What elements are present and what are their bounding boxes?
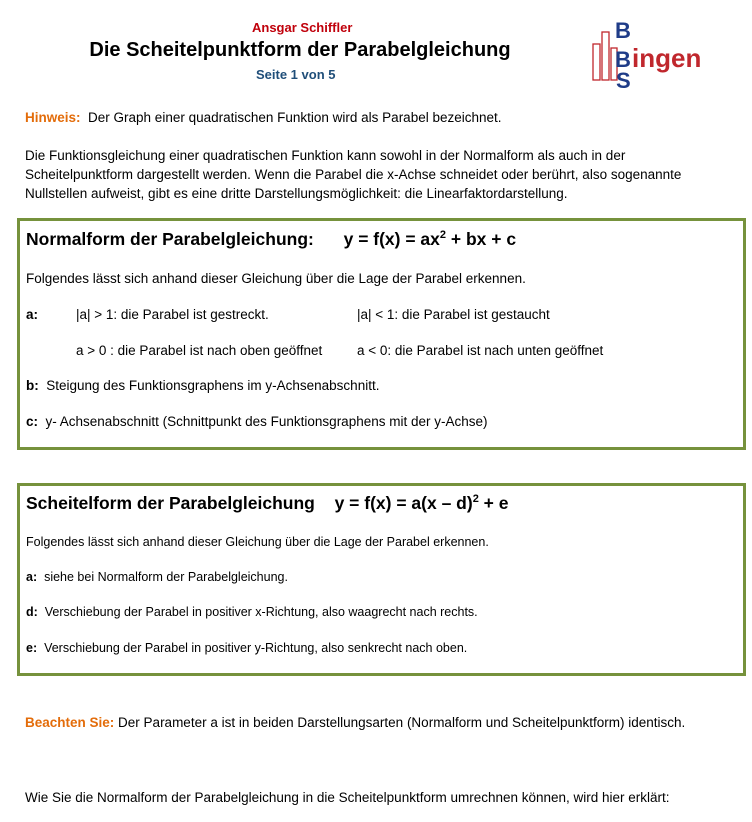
page-number: Seite 1 von 5 (256, 67, 336, 82)
note-text: Der Parameter a ist in beiden Darstellungsarten (Normalform und Scheitelpunktform) identisch. (118, 715, 686, 730)
param-c-line: c: y- Achsenabschnitt (Schnittpunkt des Funktionsgraphens mit der y-Achse) (26, 414, 488, 429)
hint-text: Der Graph einer quadratischen Funktion wird als Parabel bezeichnet. (88, 110, 502, 125)
param-d-line: d: Verschiebung der Parabel in positiver x-Richtung, also waagrecht nach rechts. (26, 605, 478, 619)
note-label: Beachten Sie: (25, 715, 115, 730)
page-title: Die Scheitelpunktform der Parabelgleichung (89, 39, 511, 61)
param-b-line: b: Steigung des Funktionsgraphens im y-Achsenabschnitt. (26, 378, 380, 393)
hint-label: Hinweis: (25, 110, 81, 125)
param-a-open-up: a > 0 : die Parabel ist nach oben geöffnet (76, 343, 323, 358)
normalform-formula: $y = f(x) = ax^2$ + bx + c (343, 229, 517, 249)
hint-paragraph (25, 108, 730, 127)
intro-paragraph: Die Funktionsgleichung einer quadratischen Funktion kann sowohl in der Normalform als auch in der Scheitelpunktform dargestellt werden. Wenn die Parabel die x-Achse schneidet oder berührt, also sogenannte Nullstellen aufweist, gibt es eine dritte Darstellungsmöglichkeit: die Linearfaktordarstellung. (25, 148, 682, 201)
logo-letter: B (615, 47, 631, 72)
normalform-heading (26, 229, 516, 250)
param-a-compressed: |a| < 1: die Parabel ist gestaucht (357, 307, 550, 322)
normalform-box (17, 218, 746, 450)
scheitelform-box (17, 483, 746, 676)
scheitelform-formula: y = f(x) = a(x – d)$^2$ + e (334, 493, 509, 513)
bbs-bingen-logo (585, 18, 725, 90)
normalform-heading-text: Normalform der Parabelgleichung: (26, 229, 314, 249)
param-a-line: a: siehe bei Normalform der Parabelgleichung. (26, 570, 288, 584)
logo-word: ingen (632, 43, 702, 73)
scheitelform-heading-text: Scheitelform der Parabelgleichung (26, 493, 315, 513)
param-a-key: a: (26, 307, 39, 322)
logo-letter: B (615, 18, 631, 43)
param-a-open-down: a < 0: die Parabel ist nach unten geöffnet (357, 343, 604, 358)
scheitelform-intro: Folgendes lässt sich anhand dieser Gleichung über die Lage der Parabel erkennen. (26, 535, 489, 549)
scheitelform-heading (26, 493, 509, 514)
normalform-intro: Folgendes lässt sich anhand dieser Gleichung über die Lage der Parabel erkennen. (26, 271, 526, 286)
logo-letter: S (616, 68, 631, 90)
param-a-stretched: |a| > 1: die Parabel ist gestreckt. (76, 307, 269, 322)
closing-paragraph: Wie Sie die Normalform der Parabelgleichung in die Scheitelpunktform umrechnen können, wird hier erklärt: (25, 790, 670, 805)
note-paragraph (25, 713, 730, 732)
author-name: Ansgar Schiffler (252, 20, 353, 35)
param-e-line: e: Verschiebung der Parabel in positiver y-Richtung, also senkrecht nach oben. (26, 641, 468, 655)
